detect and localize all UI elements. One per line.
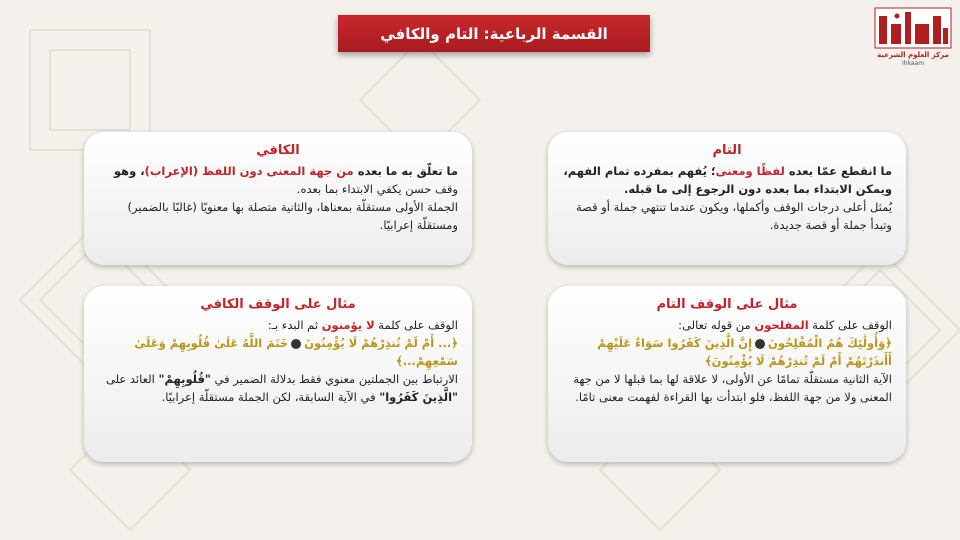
example-intro	[98, 316, 458, 334]
verse-part-1: ﴿وَأُولَٰئِكَ هُمُ الْمُفْلِحُونَ	[768, 336, 892, 350]
text-segment: ، وهو	[113, 164, 145, 178]
example-explanation: الآية الثانية مستقلّة تمامًا عن الأولى، لا علاقة لها بما قبلها لا من جهة المعنى ولا من جهة اللفظ، فلو ابتدأت بها القراءة لفهمت معنى تامًا.	[573, 372, 892, 404]
verse-part-2: خَتَمَ اللَّهُ عَلَىٰ قُلُوبِهِمْ وَعَلَىٰ سَمْعِهِمْ...﴾	[134, 336, 458, 368]
verse-part-2: إِنَّ الَّذِينَ كَفَرُوا سَوَاءٌ عَلَيْهِمْ أَأَنذَرْتَهُمْ أَمْ لَمْ تُنذِرْهُمْ لَا يُؤْمِنُونَ﴾	[597, 336, 892, 368]
highlight-text: لفظًا ومعنى	[715, 164, 785, 178]
example-explanation	[98, 370, 458, 406]
definition-line-2: ويمكن الابتداء بما بعده دون الرجوع إلى ما قبله.	[623, 182, 892, 196]
card-kafi-definition	[84, 132, 472, 265]
stop-marker-icon	[755, 339, 765, 349]
text-segment: ما انقطع عمّا بعده	[784, 164, 892, 178]
text-segment: ما تعلّق به ما بعده	[353, 164, 458, 178]
highlight-text: المفلحون	[754, 318, 809, 332]
stop-marker-icon	[291, 339, 301, 349]
definition-note: يُمثل أعلى درجات الوقف وأكملها، ويكون عندما تنتهي جملة أو قصة وتبدأ جملة أو قصة جديدة.	[575, 200, 892, 232]
logo-subtitle: مركز العلوم الشرعية	[877, 51, 949, 59]
definition-line-1	[562, 162, 892, 180]
card-title: الكافي	[256, 143, 300, 158]
page-title: القسمة الرباعية: التام والكافي	[338, 15, 650, 52]
text-segment: الوقف على كلمة	[808, 318, 892, 332]
card-title: مثال على الوقف الكافي	[200, 297, 356, 312]
text-segment: الوقف على كلمة	[374, 318, 458, 332]
definition-line-2: وقف حسن يكفي الابتداء بما بعده.	[296, 182, 458, 196]
ihkaam-logo-icon	[873, 6, 953, 50]
card-kafi-example	[84, 286, 472, 462]
text-segment: من قوله تعالى:	[678, 318, 755, 332]
quoted-phrase: "الَّذِينَ كَفَرُوا"	[379, 390, 458, 404]
definition-line-1	[98, 162, 458, 180]
text-segment: ؛ يُفهم بمفرده تمام الفهم،	[563, 164, 716, 178]
definition-note: الجملة الأولى مستقلّة بمعناها، والثانية متصلة بها معنويًا (غالبًا بالضمير) ومستقلّة إعرابيًا.	[127, 200, 458, 232]
text-segment: العائد على	[105, 372, 159, 386]
verse-part-1: ﴿... أَمْ لَمْ تُنذِرْهُمْ لَا يُؤْمِنُونَ	[304, 336, 458, 350]
example-intro	[562, 316, 892, 334]
card-title: مثال على الوقف التام	[656, 297, 798, 312]
highlight-text: من جهة المعنى دون اللفظ (الإعراب)	[144, 164, 354, 178]
quoted-word: "قُلُوبِهِمْ"	[158, 372, 211, 386]
text-segment: في الآية السابقة، لكن الجملة مستقلّة إعرابيًا.	[161, 390, 380, 404]
card-title: التام	[712, 143, 742, 158]
quran-verse	[562, 334, 892, 370]
card-tam-example	[548, 286, 906, 462]
card-tam-definition	[548, 132, 906, 265]
logo	[872, 6, 954, 72]
text-segment: الارتباط بين الجملتين معنوي فقط بدلالة الضمير في	[210, 372, 458, 386]
quran-verse	[98, 334, 458, 370]
text-segment: ثم البدء بـ:	[267, 318, 322, 332]
highlight-text: لا يؤمنون	[321, 318, 375, 332]
logo-subtitle-latin: Ihkaam	[901, 60, 925, 67]
